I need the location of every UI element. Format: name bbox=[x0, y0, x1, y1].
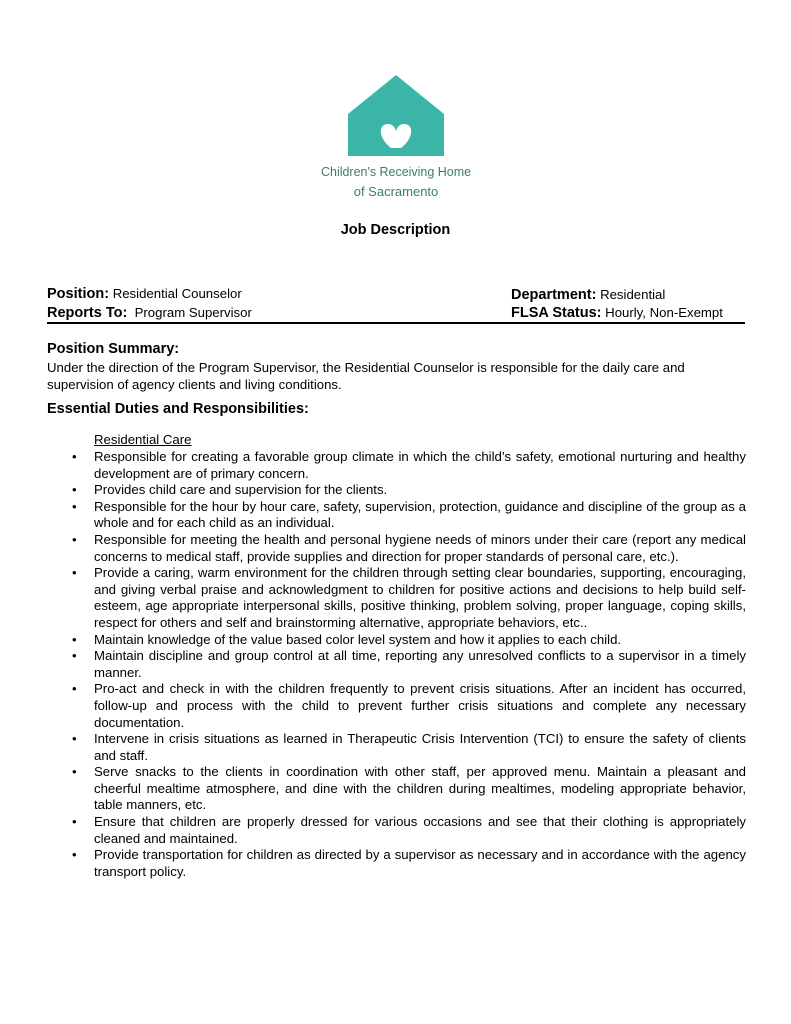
list-item: • Ensure that children are properly dressed for various occasions and see that their clothing is appropriately cleaned and maintained. bbox=[94, 814, 746, 847]
flsa-status-field bbox=[511, 305, 723, 321]
organization-logo bbox=[318, 72, 474, 207]
header-divider bbox=[47, 322, 745, 324]
list-item: • Responsible for creating a favorable group climate in which the child’s safety, emotional nurturing and healthy development are of primary concern. bbox=[94, 449, 746, 482]
department-value: Residential bbox=[600, 287, 666, 302]
position-summary-text: Under the direction of the Program Supervisor, the Residential Counselor is responsible for the daily care and supervision of agency clients and living conditions. bbox=[47, 360, 685, 392]
list-item: • Provide transportation for children as directed by a supervisor as necessary and in accordance with the agency transport policy. bbox=[94, 847, 746, 880]
department-field bbox=[511, 287, 665, 303]
position-field bbox=[47, 286, 242, 302]
flsa-status-value: Hourly, Non-Exempt bbox=[605, 305, 723, 320]
position-summary-heading: Position Summary: bbox=[47, 341, 180, 357]
list-item: • Maintain knowledge of the value based color level system and how it applies to each child. bbox=[94, 632, 746, 649]
duties-list bbox=[94, 449, 746, 880]
department-label: Department: bbox=[511, 287, 597, 303]
list-item: • Responsible for the hour by hour care, safety, supervision, protection, guidance and discipline of the group as a whole and for each child as an individual. bbox=[94, 499, 746, 532]
list-item: • Responsible for meeting the health and personal hygiene needs of minors under their care (report any medical concerns to medical staff, provide supplies and direction for proper standards of personal care, etc.). bbox=[94, 532, 746, 565]
reports-to-value: Program Supervisor bbox=[134, 305, 252, 320]
reports-to-label: Reports To: bbox=[47, 305, 128, 321]
list-item: • Provides child care and supervision for the clients. bbox=[94, 482, 746, 499]
document-title: Job Description bbox=[340, 222, 451, 238]
residential-care-subheading: Residential Care bbox=[94, 432, 192, 447]
logo-text-line-2: of Sacramento bbox=[353, 184, 439, 199]
list-item: • Provide a caring, warm environment for the children through setting clear boundaries, supporting, encouraging, and giving verbal praise and acknowledgment to children for positive actions and decisions to help build self-esteem, age appropriate interpersonal skills, positive thinking, problem solving, proper language, coping skills, respect for others and self and brainstorming alternative, appropriate behaviors, etc.. bbox=[94, 565, 746, 631]
list-item: • Pro-act and check in with the children frequently to prevent crisis situations. After an incident has occurred, follow-up and process with the child to prevent further crisis situations and complete any necessary documentation. bbox=[94, 681, 746, 731]
flsa-status-label: FLSA Status: bbox=[511, 305, 602, 321]
list-item: • Maintain discipline and group control at all time, reporting any unresolved conflicts to a supervisor in a timely manner. bbox=[94, 648, 746, 681]
duties-heading: Essential Duties and Responsibilities: bbox=[47, 401, 309, 417]
position-value: Residential Counselor bbox=[112, 286, 242, 301]
logo-text-line-1: Children's Receiving Home bbox=[320, 163, 472, 180]
position-label: Position: bbox=[47, 286, 110, 302]
list-item: • Serve snacks to the clients in coordination with other staff, per approved menu. Maintain a pleasant and cheerful mealtime atmosphere, and dine with the children during mealtimes, modeling appropriate behavior, table manners, etc. bbox=[94, 764, 746, 814]
reports-to-field bbox=[47, 305, 252, 321]
list-item: • Intervene in crisis situations as learned in Therapeutic Crisis Intervention (TCI) to ensure the safety of clients and staff. bbox=[94, 731, 746, 764]
